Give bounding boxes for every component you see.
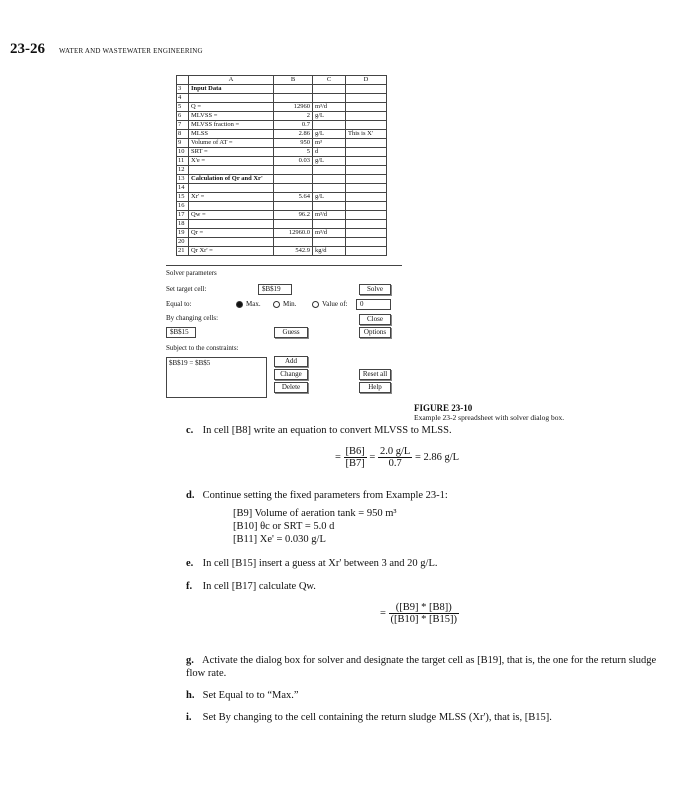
radio-min[interactable]: Min. <box>273 300 296 308</box>
cell-c[interactable] <box>313 94 346 103</box>
cell-b[interactable] <box>274 175 313 184</box>
cell-a[interactable]: Calculation of Qr and Xr' <box>189 175 274 184</box>
cell-c[interactable]: g/L <box>313 193 346 202</box>
equation-mlss: = $\frac{[B6]}{[B7]}$ = $\frac{2.0 g/L}{0.7}$ = 2.86 g/L <box>335 446 460 469</box>
cell-d[interactable] <box>346 175 387 184</box>
cell-c[interactable] <box>313 175 346 184</box>
step-d-label: d. <box>186 490 195 501</box>
add-button[interactable]: Add <box>274 356 308 367</box>
cell-a[interactable]: MLSS <box>189 130 274 139</box>
cell-a[interactable]: Q = <box>189 103 274 112</box>
row-number[interactable]: 17 <box>177 211 189 220</box>
cell-a[interactable]: MLVSS = <box>189 112 274 121</box>
step-e-text: In cell [B15] insert a guess at Xr' between 3 and 20 g/L. <box>202 558 438 569</box>
column-header-b[interactable]: B <box>274 76 313 85</box>
cell-c[interactable]: m³/d <box>313 103 346 112</box>
cell-c[interactable] <box>313 238 346 247</box>
row-number[interactable]: 7 <box>177 121 189 130</box>
row-number[interactable]: 11 <box>177 157 189 166</box>
cell-d[interactable] <box>346 121 387 130</box>
figure-number: FIGURE 23-10 <box>414 403 473 413</box>
cell-c[interactable] <box>313 85 346 94</box>
cell-b[interactable] <box>274 220 313 229</box>
sheet-row <box>177 85 387 94</box>
reset-all-button[interactable]: Reset all <box>359 369 391 380</box>
cell-d[interactable] <box>346 148 387 157</box>
cell-b[interactable]: 0.7 <box>274 121 313 130</box>
sheet-row <box>177 166 387 175</box>
cell-a[interactable] <box>189 184 274 193</box>
sheet-row <box>177 229 387 238</box>
cell-d[interactable] <box>346 184 387 193</box>
cell-a[interactable] <box>189 94 274 103</box>
row-number[interactable]: 9 <box>177 139 189 148</box>
corner-cell <box>177 76 189 85</box>
cell-c[interactable] <box>313 166 346 175</box>
sheet-row <box>177 103 387 112</box>
cell-b[interactable] <box>274 202 313 211</box>
sheet-row <box>177 238 387 247</box>
cell-d[interactable] <box>346 85 387 94</box>
cell-c[interactable] <box>313 121 346 130</box>
cell-d[interactable] <box>346 112 387 121</box>
step-f-text: In cell [B17] calculate Qw. <box>202 581 316 592</box>
row-number[interactable]: 3 <box>177 85 189 94</box>
cell-a[interactable]: Qw = <box>189 211 274 220</box>
by-changing-label: By changing cells: <box>166 314 219 322</box>
sheet-row <box>177 184 387 193</box>
cell-d[interactable] <box>346 220 387 229</box>
row-number[interactable]: 16 <box>177 202 189 211</box>
fraction-values: $\frac{2.0 g/L}{0.7}$ <box>379 446 411 469</box>
cell-a[interactable]: MLVSS fraction = <box>189 121 274 130</box>
cell-b[interactable]: 5 <box>274 148 313 157</box>
column-header-d[interactable]: D <box>346 76 387 85</box>
cell-a[interactable]: Qr Xr' = <box>189 247 274 256</box>
param-b9: [B9] Volume of aeration tank = 950 m³ <box>233 508 397 519</box>
row-number[interactable]: 10 <box>177 148 189 157</box>
cell-c[interactable] <box>313 202 346 211</box>
sheet-row <box>177 211 387 220</box>
step-g <box>186 654 666 680</box>
close-button[interactable]: Close <box>359 314 391 325</box>
cell-c[interactable] <box>313 184 346 193</box>
fraction-cell-refs: $\frac{[B6]}{[B7]}$ <box>345 446 365 469</box>
sheet-row <box>177 175 387 184</box>
cell-a[interactable]: Input Data <box>189 85 274 94</box>
solver-dialog <box>166 265 402 399</box>
solve-button[interactable]: Solve <box>359 284 391 295</box>
cell-a[interactable] <box>189 220 274 229</box>
step-h-text: Set Equal to to “Max.” <box>202 690 299 701</box>
row-number[interactable]: 8 <box>177 130 189 139</box>
cell-c[interactable]: g/L <box>313 112 346 121</box>
cell-a[interactable] <box>189 202 274 211</box>
step-d <box>186 489 666 502</box>
step-c-text: In cell [B8] write an equation to convert MLVSS to MLSS. <box>202 425 452 436</box>
cell-d[interactable] <box>346 157 387 166</box>
target-cell-input[interactable]: $B$19 <box>258 284 292 295</box>
radio-value-of[interactable]: Value of: <box>312 300 347 308</box>
guess-button[interactable]: Guess <box>274 327 308 338</box>
radio-value-dot <box>312 301 319 308</box>
cell-d[interactable] <box>346 139 387 148</box>
step-i-label: i. <box>186 712 192 723</box>
sheet-row <box>177 148 387 157</box>
row-number[interactable]: 15 <box>177 193 189 202</box>
cell-b[interactable]: 5.64 <box>274 193 313 202</box>
step-e-label: e. <box>186 558 194 569</box>
help-button[interactable]: Help <box>359 382 391 393</box>
cell-c[interactable]: m³ <box>313 139 346 148</box>
column-header-c[interactable]: C <box>313 76 346 85</box>
row-number[interactable]: 14 <box>177 184 189 193</box>
equal-to-label: Equal to: <box>166 300 192 308</box>
fraction-qw: $\frac{([B9] * [B8])}{([B10] * [B15])}$ <box>390 602 458 625</box>
column-header-row <box>177 76 387 85</box>
cell-a[interactable] <box>189 166 274 175</box>
constraints-label: Subject to the constraints: <box>166 344 239 352</box>
figure-caption <box>414 403 564 422</box>
change-button[interactable]: Change <box>274 369 308 380</box>
page-number: 23-26 <box>10 41 45 57</box>
cell-a[interactable]: X'e = <box>189 157 274 166</box>
cell-c[interactable]: g/L <box>313 130 346 139</box>
cell-a[interactable] <box>189 238 274 247</box>
sheet-row <box>177 247 387 256</box>
running-title: WATER AND WASTEWATER ENGINEERING <box>59 47 203 55</box>
row-number[interactable]: 21 <box>177 247 189 256</box>
cell-b[interactable]: 950 <box>274 139 313 148</box>
step-e <box>186 557 666 570</box>
cell-d[interactable] <box>346 94 387 103</box>
cell-d[interactable] <box>346 229 387 238</box>
value-of-input[interactable]: 0 <box>356 299 391 310</box>
cell-d[interactable] <box>346 103 387 112</box>
cell-d[interactable] <box>346 247 387 256</box>
cell-d[interactable] <box>346 193 387 202</box>
sheet-row <box>177 193 387 202</box>
sheet-row <box>177 220 387 229</box>
step-i <box>186 711 666 724</box>
cell-c[interactable]: d <box>313 148 346 157</box>
sheet-row <box>177 139 387 148</box>
cell-b[interactable]: 96.2 <box>274 211 313 220</box>
figure-caption-text: Example 23-2 spreadsheet with solver dialog box. <box>414 413 565 422</box>
radio-max-dot <box>236 301 243 308</box>
fixed-params-list <box>233 507 689 546</box>
cell-a[interactable]: Qr = <box>189 229 274 238</box>
cell-b[interactable]: 2.86 <box>274 130 313 139</box>
cell-a[interactable]: Xr' = <box>189 193 274 202</box>
step-i-text: Set By changing to the cell containing the return sludge MLSS (Xr'), that is, [B15]. <box>202 712 552 723</box>
param-b10: [B10] θc or SRT = 5.0 d <box>233 521 335 532</box>
step-g-label: g. <box>186 655 194 666</box>
row-number[interactable]: 5 <box>177 103 189 112</box>
param-b11: [B11] Xe' = 0.030 g/L <box>233 534 326 545</box>
cell-b[interactable]: 12960 <box>274 103 313 112</box>
cell-c[interactable]: m³/d <box>313 211 346 220</box>
cell-a[interactable]: SRT = <box>189 148 274 157</box>
row-number[interactable]: 12 <box>177 166 189 175</box>
equation-result: = 2.86 g/L <box>414 451 460 463</box>
step-d-text: Continue setting the fixed parameters from Example 23-1: <box>202 490 448 501</box>
cell-b[interactable] <box>274 85 313 94</box>
delete-button[interactable]: Delete <box>274 382 308 393</box>
row-number[interactable]: 6 <box>177 112 189 121</box>
radio-min-dot <box>273 301 280 308</box>
dialog-divider <box>166 265 402 266</box>
row-number[interactable]: 19 <box>177 229 189 238</box>
step-f-label: f. <box>186 581 193 592</box>
cell-b[interactable] <box>274 166 313 175</box>
sheet-row <box>177 130 387 139</box>
sheet-row <box>177 112 387 121</box>
cell-d[interactable] <box>346 211 387 220</box>
options-button[interactable]: Options <box>359 327 391 338</box>
sheet-row <box>177 121 387 130</box>
step-g-text: Activate the dialog box for solver and designate the target cell as [B19], that is, the one for the return sludge flow rate. <box>186 655 657 679</box>
cell-c[interactable] <box>313 220 346 229</box>
constraint-item[interactable]: $B$19 = $B$5 <box>169 359 211 367</box>
constraints-list[interactable] <box>166 357 267 398</box>
row-number[interactable]: 20 <box>177 238 189 247</box>
cell-a[interactable]: Volume of AT = <box>189 139 274 148</box>
dialog-title: Solver parameters <box>166 269 217 277</box>
cell-b[interactable] <box>274 94 313 103</box>
sheet-row <box>177 202 387 211</box>
cell-c[interactable]: m³/d <box>313 229 346 238</box>
column-header-a[interactable]: A <box>189 76 274 85</box>
cell-b[interactable] <box>274 184 313 193</box>
cell-b[interactable] <box>274 238 313 247</box>
sheet-row <box>177 94 387 103</box>
step-h <box>186 689 666 702</box>
cell-c[interactable]: g/L <box>313 157 346 166</box>
cell-b[interactable]: 12960.0 <box>274 229 313 238</box>
cell-c[interactable]: kg/d <box>313 247 346 256</box>
row-number[interactable]: 13 <box>177 175 189 184</box>
sheet-row <box>177 157 387 166</box>
step-h-label: h. <box>186 690 195 701</box>
spreadsheet <box>176 75 387 256</box>
cell-d[interactable] <box>346 202 387 211</box>
step-c-label: c. <box>186 425 194 436</box>
step-c <box>186 424 666 437</box>
cell-d[interactable] <box>346 238 387 247</box>
row-number[interactable]: 4 <box>177 94 189 103</box>
cell-d[interactable]: This is X' <box>346 130 387 139</box>
cell-b[interactable]: 2 <box>274 112 313 121</box>
cell-b[interactable]: 542.9 <box>274 247 313 256</box>
cell-d[interactable] <box>346 166 387 175</box>
equation-qw: = $\frac{([B9] * [B8])}{([B10] * [B15])}$ <box>380 602 458 625</box>
radio-max[interactable]: Max. <box>236 300 261 308</box>
page-header <box>10 40 203 58</box>
row-number[interactable]: 18 <box>177 220 189 229</box>
set-target-label: Set target cell: <box>166 285 207 293</box>
changing-cells-input[interactable]: $B$15 <box>166 327 196 338</box>
cell-b[interactable]: 0.03 <box>274 157 313 166</box>
step-f <box>186 580 666 593</box>
